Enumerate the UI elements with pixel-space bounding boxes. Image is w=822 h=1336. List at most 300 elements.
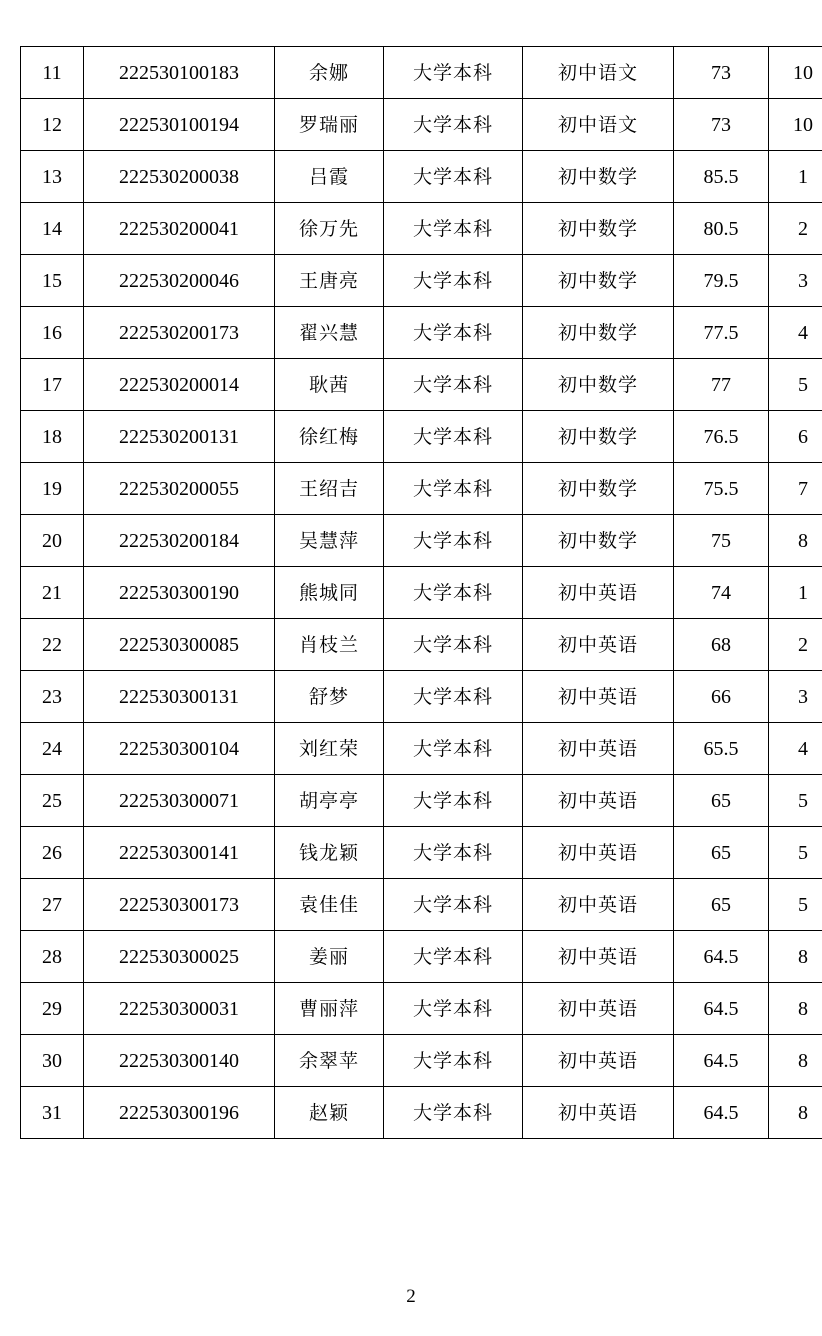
rank-text: 1 (798, 581, 808, 604)
row-index (21, 723, 84, 775)
rank (769, 775, 822, 827)
score (674, 151, 769, 203)
rank (769, 47, 822, 99)
position-subject (523, 99, 674, 151)
rank (769, 619, 822, 671)
admission-number-text: 222530300025 (119, 945, 239, 968)
candidate-name-text: 熊城同 (298, 581, 359, 604)
position-subject (523, 411, 674, 463)
row-index-text: 17 (42, 373, 62, 396)
education-level (384, 931, 523, 983)
position-subject-text: 初中英语 (557, 789, 638, 812)
candidate-name-text: 罗瑞丽 (298, 113, 359, 136)
table-row (21, 931, 822, 983)
rank-text: 2 (798, 633, 808, 656)
rank-text: 1 (798, 165, 808, 188)
candidate-name-text: 曹丽萍 (298, 997, 359, 1020)
table-row (21, 1087, 822, 1139)
candidate-name-text: 胡亭亭 (298, 789, 359, 812)
position-subject-text: 初中数学 (557, 269, 638, 292)
education-level (384, 775, 523, 827)
score-text: 75 (711, 529, 731, 552)
admission-number-text: 222530300071 (119, 789, 239, 812)
admission-number (84, 827, 275, 879)
position-subject (523, 567, 674, 619)
row-index (21, 151, 84, 203)
table-row (21, 1035, 822, 1087)
education-level-text: 大学本科 (412, 165, 493, 188)
admission-number-text: 222530300031 (119, 997, 239, 1020)
table-row (21, 775, 822, 827)
position-subject (523, 255, 674, 307)
position-subject-text: 初中数学 (557, 425, 638, 448)
education-level (384, 1035, 523, 1087)
position-subject (523, 879, 674, 931)
score-text: 73 (711, 61, 731, 84)
position-subject-text: 初中语文 (557, 113, 638, 136)
education-level-text: 大学本科 (412, 113, 493, 136)
education-level-text: 大学本科 (412, 841, 493, 864)
education-level (384, 671, 523, 723)
admission-number-text: 222530300131 (119, 685, 239, 708)
position-subject-text: 初中数学 (557, 321, 638, 344)
row-index (21, 99, 84, 151)
score (674, 411, 769, 463)
score (674, 619, 769, 671)
rank (769, 203, 822, 255)
row-index-text: 11 (42, 61, 62, 84)
table-row (21, 411, 822, 463)
rank-text: 2 (798, 217, 808, 240)
education-level-text: 大学本科 (412, 61, 493, 84)
page-number: 2 (406, 1286, 416, 1307)
row-index (21, 983, 84, 1035)
admission-number-text: 222530200046 (119, 269, 239, 292)
education-level-text: 大学本科 (412, 217, 493, 240)
position-subject-text: 初中英语 (557, 581, 638, 604)
rank (769, 879, 822, 931)
row-index (21, 671, 84, 723)
row-index (21, 307, 84, 359)
row-index-text: 14 (42, 217, 62, 240)
rank-text: 5 (798, 373, 808, 396)
score (674, 775, 769, 827)
rank-text: 8 (798, 1101, 808, 1124)
rank-text: 8 (798, 945, 808, 968)
admission-number (84, 151, 275, 203)
education-level-text: 大学本科 (412, 997, 493, 1020)
education-level-text: 大学本科 (412, 685, 493, 708)
candidate-name (275, 99, 384, 151)
education-level (384, 567, 523, 619)
score-text: 64.5 (703, 1049, 739, 1072)
education-level (384, 463, 523, 515)
score-text: 65.5 (703, 737, 739, 760)
position-subject-text: 初中英语 (557, 893, 638, 916)
position-subject-text: 初中数学 (557, 477, 638, 500)
score-text: 79.5 (703, 269, 739, 292)
score (674, 99, 769, 151)
candidate-name-text: 翟兴慧 (298, 321, 359, 344)
education-level (384, 151, 523, 203)
candidate-name-text: 王唐亮 (298, 269, 359, 292)
candidate-name (275, 723, 384, 775)
position-subject (523, 671, 674, 723)
position-subject (523, 151, 674, 203)
education-level (384, 411, 523, 463)
admission-number (84, 515, 275, 567)
position-subject (523, 1035, 674, 1087)
candidate-name-text: 徐万先 (298, 217, 359, 240)
admission-number-text: 222530200173 (119, 321, 239, 344)
table-row (21, 359, 822, 411)
position-subject-text: 初中英语 (557, 841, 638, 864)
score-text: 73 (711, 113, 731, 136)
education-level (384, 359, 523, 411)
row-index-text: 25 (42, 789, 62, 812)
education-level-text: 大学本科 (412, 945, 493, 968)
education-level (384, 1087, 523, 1139)
candidate-name (275, 983, 384, 1035)
admission-number (84, 619, 275, 671)
row-index (21, 1087, 84, 1139)
admission-number (84, 983, 275, 1035)
rank-text: 5 (798, 789, 808, 812)
candidate-name-text: 刘红荣 (298, 737, 359, 760)
row-index (21, 567, 84, 619)
admission-number (84, 203, 275, 255)
rank (769, 515, 822, 567)
score-text: 80.5 (703, 217, 739, 240)
candidate-name (275, 411, 384, 463)
admission-number (84, 775, 275, 827)
admission-number-text: 222530200131 (119, 425, 239, 448)
row-index-text: 19 (42, 477, 62, 500)
admission-number (84, 307, 275, 359)
candidate-name-text: 余翠苹 (298, 1049, 359, 1072)
score (674, 203, 769, 255)
education-level (384, 99, 523, 151)
position-subject-text: 初中英语 (557, 685, 638, 708)
row-index (21, 359, 84, 411)
score-text: 85.5 (703, 165, 739, 188)
rank (769, 463, 822, 515)
rank (769, 359, 822, 411)
row-index-text: 24 (42, 737, 62, 760)
rank (769, 1035, 822, 1087)
candidate-name (275, 567, 384, 619)
row-index (21, 879, 84, 931)
position-subject-text: 初中英语 (557, 945, 638, 968)
table-row (21, 619, 822, 671)
admission-number-text: 222530200184 (119, 529, 239, 552)
row-index-text: 15 (42, 269, 62, 292)
candidate-name-text: 耿茜 (308, 373, 349, 396)
score (674, 255, 769, 307)
rank-text: 8 (798, 997, 808, 1020)
score (674, 1035, 769, 1087)
position-subject-text: 初中数学 (557, 529, 638, 552)
rank (769, 307, 822, 359)
position-subject (523, 203, 674, 255)
table-row (21, 723, 822, 775)
candidate-name (275, 463, 384, 515)
position-subject (523, 775, 674, 827)
position-subject (523, 515, 674, 567)
education-level-text: 大学本科 (412, 425, 493, 448)
row-index-text: 16 (42, 321, 62, 344)
admission-number-text: 222530300190 (119, 581, 239, 604)
candidate-name-text: 袁佳佳 (298, 893, 359, 916)
rank-text: 7 (798, 477, 808, 500)
candidate-name-text: 姜丽 (308, 945, 349, 968)
admission-number-text: 222530300085 (119, 633, 239, 656)
table-row (21, 307, 822, 359)
rank (769, 99, 822, 151)
row-index-text: 27 (42, 893, 62, 916)
position-subject (523, 1087, 674, 1139)
position-subject (523, 983, 674, 1035)
position-subject (523, 723, 674, 775)
rank (769, 931, 822, 983)
education-level-text: 大学本科 (412, 373, 493, 396)
candidate-name (275, 827, 384, 879)
score-table-body (21, 47, 822, 1139)
candidate-name-text: 吴慧萍 (298, 529, 359, 552)
score (674, 47, 769, 99)
candidate-name (275, 359, 384, 411)
admission-number-text: 222530100194 (119, 113, 239, 136)
candidate-name (275, 255, 384, 307)
admission-number (84, 671, 275, 723)
position-subject (523, 307, 674, 359)
rank-text: 4 (798, 737, 808, 760)
score (674, 359, 769, 411)
admission-number-text: 222530300141 (119, 841, 239, 864)
candidate-name (275, 203, 384, 255)
education-level (384, 619, 523, 671)
candidate-name (275, 775, 384, 827)
rank (769, 723, 822, 775)
score-text: 77 (711, 373, 731, 396)
education-level-text: 大学本科 (412, 477, 493, 500)
admission-number (84, 255, 275, 307)
admission-number (84, 47, 275, 99)
score (674, 827, 769, 879)
admission-number-text: 222530300104 (119, 737, 239, 760)
row-index (21, 619, 84, 671)
score-table (20, 46, 822, 1139)
admission-number-text: 222530300196 (119, 1101, 239, 1124)
row-index-text: 20 (42, 529, 62, 552)
candidate-name (275, 671, 384, 723)
score (674, 723, 769, 775)
position-subject (523, 619, 674, 671)
row-index (21, 1035, 84, 1087)
row-index (21, 827, 84, 879)
table-row (21, 879, 822, 931)
candidate-name (275, 1035, 384, 1087)
row-index (21, 515, 84, 567)
rank (769, 151, 822, 203)
score (674, 931, 769, 983)
score (674, 567, 769, 619)
row-index-text: 13 (42, 165, 62, 188)
score-text: 64.5 (703, 1101, 739, 1124)
table-row (21, 47, 822, 99)
score-text: 65 (711, 893, 731, 916)
score-text: 75.5 (703, 477, 739, 500)
admission-number (84, 99, 275, 151)
admission-number-text: 222530300140 (119, 1049, 239, 1072)
row-index (21, 775, 84, 827)
row-index-text: 22 (42, 633, 62, 656)
admission-number (84, 411, 275, 463)
position-subject (523, 827, 674, 879)
education-level-text: 大学本科 (412, 1101, 493, 1124)
table-row (21, 203, 822, 255)
position-subject-text: 初中英语 (557, 1101, 638, 1124)
score-text: 68 (711, 633, 731, 656)
education-level-text: 大学本科 (412, 893, 493, 916)
score-text: 65 (711, 789, 731, 812)
admission-number (84, 1087, 275, 1139)
row-index-text: 29 (42, 997, 62, 1020)
row-index-text: 31 (42, 1101, 62, 1124)
table-row (21, 827, 822, 879)
education-level (384, 827, 523, 879)
table-row (21, 255, 822, 307)
education-level (384, 307, 523, 359)
row-index-text: 23 (42, 685, 62, 708)
score-text: 64.5 (703, 997, 739, 1020)
candidate-name-text: 吕霞 (308, 165, 349, 188)
admission-number (84, 879, 275, 931)
education-level (384, 47, 523, 99)
position-subject-text: 初中英语 (557, 1049, 638, 1072)
row-index-text: 26 (42, 841, 62, 864)
candidate-name-text: 舒梦 (308, 685, 349, 708)
row-index-text: 28 (42, 945, 62, 968)
education-level (384, 203, 523, 255)
education-level-text: 大学本科 (412, 529, 493, 552)
position-subject (523, 47, 674, 99)
score (674, 671, 769, 723)
position-subject-text: 初中英语 (557, 737, 638, 760)
rank-text: 10 (793, 61, 813, 84)
education-level (384, 255, 523, 307)
rank-text: 4 (798, 321, 808, 344)
admission-number (84, 567, 275, 619)
candidate-name (275, 307, 384, 359)
rank (769, 827, 822, 879)
table-row (21, 671, 822, 723)
score-text: 74 (711, 581, 731, 604)
score (674, 1087, 769, 1139)
candidate-name (275, 931, 384, 983)
row-index-text: 12 (42, 113, 62, 136)
admission-number-text: 222530200055 (119, 477, 239, 500)
rank (769, 411, 822, 463)
education-level (384, 515, 523, 567)
score-text: 65 (711, 841, 731, 864)
rank (769, 567, 822, 619)
education-level (384, 879, 523, 931)
admission-number-text: 222530200041 (119, 217, 239, 240)
admission-number-text: 222530200038 (119, 165, 239, 188)
admission-number-text: 222530200014 (119, 373, 239, 396)
row-index (21, 47, 84, 99)
candidate-name (275, 1087, 384, 1139)
table-row (21, 463, 822, 515)
admission-number-text: 222530100183 (119, 61, 239, 84)
admission-number (84, 463, 275, 515)
rank-text: 8 (798, 1049, 808, 1072)
rank-text: 3 (798, 269, 808, 292)
table-row (21, 151, 822, 203)
rank (769, 255, 822, 307)
rank-text: 5 (798, 893, 808, 916)
rank-text: 6 (798, 425, 808, 448)
education-level (384, 983, 523, 1035)
score-text: 77.5 (703, 321, 739, 344)
position-subject (523, 359, 674, 411)
candidate-name (275, 515, 384, 567)
score-text: 76.5 (703, 425, 739, 448)
table-row (21, 983, 822, 1035)
rank (769, 983, 822, 1035)
score (674, 983, 769, 1035)
admission-number (84, 359, 275, 411)
table-row (21, 567, 822, 619)
position-subject-text: 初中数学 (557, 217, 638, 240)
education-level (384, 723, 523, 775)
education-level-text: 大学本科 (412, 633, 493, 656)
candidate-name-text: 肖枝兰 (298, 633, 359, 656)
education-level-text: 大学本科 (412, 269, 493, 292)
row-index (21, 463, 84, 515)
score-text: 66 (711, 685, 731, 708)
education-level-text: 大学本科 (412, 737, 493, 760)
table-row (21, 515, 822, 567)
position-subject (523, 931, 674, 983)
rank (769, 1087, 822, 1139)
admission-number (84, 931, 275, 983)
position-subject-text: 初中语文 (557, 61, 638, 84)
rank (769, 671, 822, 723)
education-level-text: 大学本科 (412, 789, 493, 812)
candidate-name (275, 47, 384, 99)
row-index (21, 255, 84, 307)
score (674, 515, 769, 567)
admission-number-text: 222530300173 (119, 893, 239, 916)
education-level-text: 大学本科 (412, 321, 493, 344)
score (674, 879, 769, 931)
row-index-text: 18 (42, 425, 62, 448)
candidate-name-text: 徐红梅 (298, 425, 359, 448)
row-index (21, 931, 84, 983)
rank-text: 3 (798, 685, 808, 708)
candidate-name (275, 151, 384, 203)
candidate-name (275, 879, 384, 931)
row-index-text: 21 (42, 581, 62, 604)
position-subject-text: 初中英语 (557, 997, 638, 1020)
position-subject (523, 463, 674, 515)
row-index-text: 30 (42, 1049, 62, 1072)
rank-text: 5 (798, 841, 808, 864)
position-subject-text: 初中英语 (557, 633, 638, 656)
score (674, 307, 769, 359)
